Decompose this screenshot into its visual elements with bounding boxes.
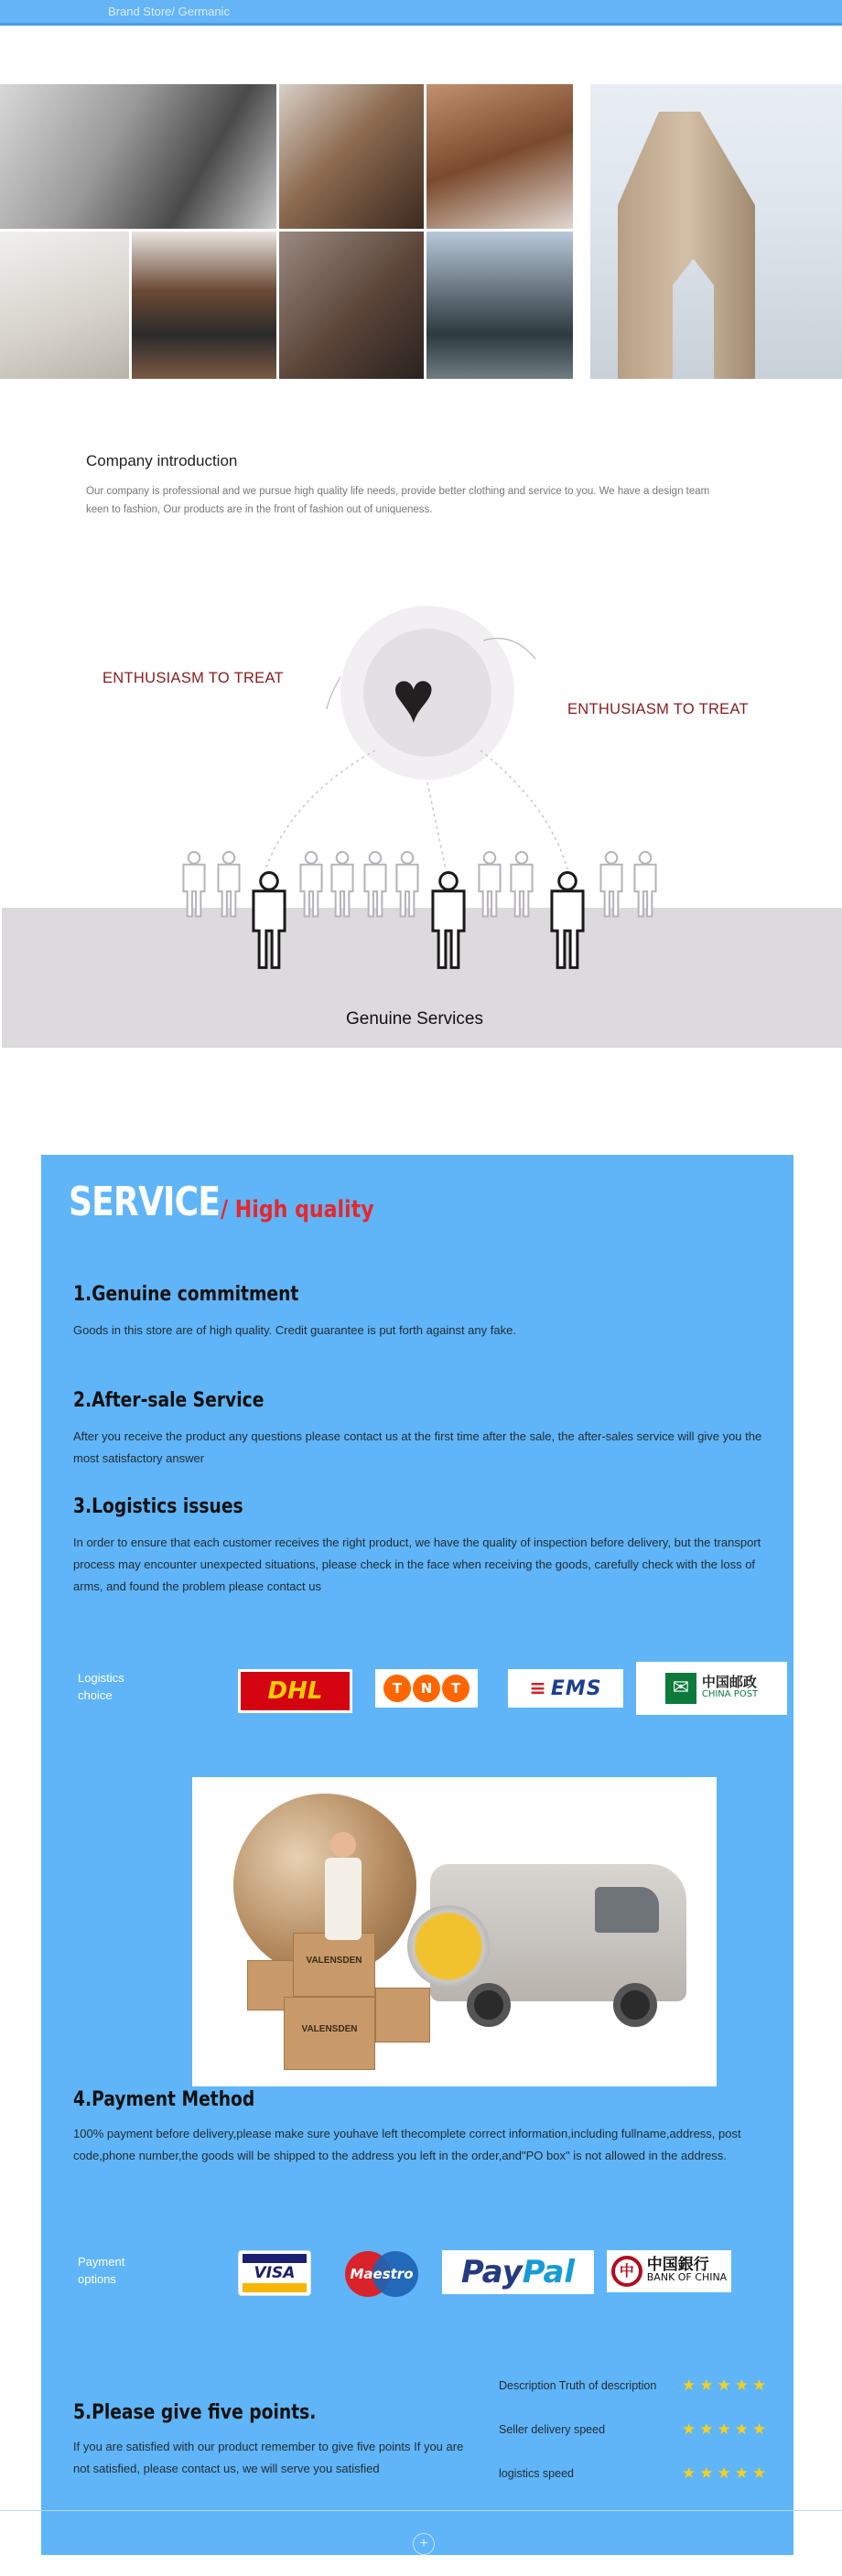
star-rating[interactable]: ★★★★★ xyxy=(682,2464,771,2482)
person-figure xyxy=(254,873,285,968)
payment-options-label: Payment options xyxy=(78,2255,125,2286)
person-figure xyxy=(634,852,655,916)
stopwatch-icon xyxy=(407,1905,490,1988)
box-label: VALENSDEN xyxy=(306,1956,362,1966)
tnt-letter: T xyxy=(442,1675,470,1702)
rating-label: Description Truth of description xyxy=(499,2379,657,2392)
ems-stripes-icon: ≡ xyxy=(529,1676,547,1700)
china-post-logo xyxy=(636,1662,787,1715)
ems-text: EMS xyxy=(550,1676,602,1700)
delivery-illustration xyxy=(192,1777,717,2086)
boc-cn: 中国銀行 xyxy=(646,2256,709,2274)
scroll-up-button[interactable]: + xyxy=(413,2533,435,2555)
visa-text: VISA xyxy=(254,2264,296,2282)
rating-row xyxy=(499,2464,792,2485)
star-rating[interactable]: ★★★★★ xyxy=(682,2420,771,2438)
maestro-logo xyxy=(343,2250,420,2298)
paypal-logo xyxy=(442,2250,594,2294)
bank-of-china-logo xyxy=(607,2250,731,2292)
section-text: Goods in this store are of high quality. Credit guarantee is put forth against any fake. xyxy=(73,1323,516,1337)
top-bar xyxy=(0,0,842,26)
van-wheel xyxy=(467,1983,511,2027)
person-figure xyxy=(183,852,204,916)
star-rating[interactable]: ★★★★★ xyxy=(682,2377,771,2394)
arch-shape xyxy=(618,112,755,379)
section-text: After you receive the product any questions please contact us at the first time after the sale, the after-sales service will give you the most satisfactory answer xyxy=(73,1429,762,1465)
person-figure xyxy=(396,852,417,916)
person-figure xyxy=(479,852,500,916)
visa-logo xyxy=(238,2250,311,2296)
person-figure xyxy=(300,852,321,916)
section-text: 100% payment before delivery,please make sure youhave left thecomplete correct information,including fullname,address, post code,phone number,the goods will be shipped to the address you left in the order,and"PO box" is not allowed in the address. xyxy=(73,2127,741,2162)
section-heading: 5.Please give five points. xyxy=(73,2401,317,2424)
enthusiasm-label-right: ENTHUSIASM TO TREAT xyxy=(567,701,749,717)
section-heading: 2.After-sale Service xyxy=(73,1389,264,1412)
ems-logo xyxy=(508,1669,623,1708)
rating-row xyxy=(499,2379,792,2398)
leather-sewing-photo xyxy=(279,84,424,229)
person-figure xyxy=(511,852,532,916)
section-heading: 4.Payment Method xyxy=(73,2088,255,2111)
maestro-text: Maestro xyxy=(350,2266,414,2282)
person-figure xyxy=(600,852,621,916)
person-figure xyxy=(364,852,385,916)
arch-building-photo xyxy=(590,84,842,379)
dhl-logo xyxy=(238,1669,352,1713)
lake-landscape-photo xyxy=(426,232,573,379)
china-post-en: CHINA POST xyxy=(701,1689,759,1699)
bank-of-china-icon: 中 xyxy=(611,2256,642,2287)
paypal-text-a: Pay xyxy=(460,2254,523,2290)
person-figure xyxy=(433,873,464,968)
china-post-icon: ✉ xyxy=(665,1673,696,1704)
bags-display-photo xyxy=(132,232,276,379)
leather-workshop-photo xyxy=(426,84,573,229)
person-figure xyxy=(552,873,583,968)
service-diagram xyxy=(0,595,842,1048)
leather-texture-photo xyxy=(279,232,424,379)
parcel-box xyxy=(284,1997,375,2070)
footer-divider xyxy=(0,2510,842,2511)
section-text: If you are satisfied with our product remember to give five points If you are not satisfied, please contact us, we will serve you satisfied xyxy=(73,2440,464,2475)
paypal-text-b: Pal xyxy=(522,2254,576,2290)
courier-person xyxy=(325,1832,362,1942)
china-post-cn: 中国邮政 xyxy=(701,1674,757,1690)
service-subtitle: / High quality xyxy=(221,1196,374,1223)
design-sketch-photo xyxy=(0,232,129,379)
person-figure xyxy=(331,852,352,916)
person-figure xyxy=(218,852,239,916)
service-title: SERVICE xyxy=(69,1179,221,1225)
section-heading: 3.Logistics issues xyxy=(73,1495,243,1518)
fashion-models-photo xyxy=(0,84,276,229)
top-bar-stripe xyxy=(0,23,842,26)
rating-label: Seller delivery speed xyxy=(499,2423,606,2436)
genuine-services-caption: Genuine Services xyxy=(346,1009,483,1029)
rating-row xyxy=(499,2420,792,2441)
enthusiasm-label-left: ENTHUSIASM TO TREAT xyxy=(103,670,284,686)
service-panel xyxy=(41,1155,793,2555)
van-wheel xyxy=(613,1983,657,2027)
company-intro-text: Our company is professional and we pursue high quality life needs, provide better clothing and service to you. We have a design team keen to fashion, Our products are in the front of fashion out of uniqueness. xyxy=(86,486,710,515)
parcel-box xyxy=(293,1933,375,1997)
tnt-letter: T xyxy=(383,1675,411,1702)
parcel-box xyxy=(375,1988,430,2042)
section-heading: 1.Genuine commitment xyxy=(73,1283,299,1306)
tnt-logo xyxy=(375,1669,478,1708)
brand-photo-collage xyxy=(0,84,842,379)
section-text: In order to ensure that each customer receives the right product, we have the quality of inspection before delivery, but the transport process may encounter unexpected situations, please check in the face when receiving the goods, carefully check with the loss of arms, and found the problem please contact us xyxy=(73,1536,761,1593)
box-label: VALENSDEN xyxy=(301,2024,358,2034)
tnt-letter: N xyxy=(413,1675,440,1702)
people-illustration xyxy=(0,595,842,1048)
brand-store-link[interactable]: Brand Store/ Germanic xyxy=(108,5,230,18)
boc-en: BANK OF CHINA xyxy=(646,2271,728,2283)
rating-label: logistics speed xyxy=(499,2467,574,2480)
company-intro-title: Company introduction xyxy=(86,452,238,469)
heart-icon: ♥ xyxy=(392,656,436,738)
dhl-text: DHL xyxy=(241,1672,350,1710)
logistics-choice-label: Logistics choice xyxy=(78,1671,124,1702)
